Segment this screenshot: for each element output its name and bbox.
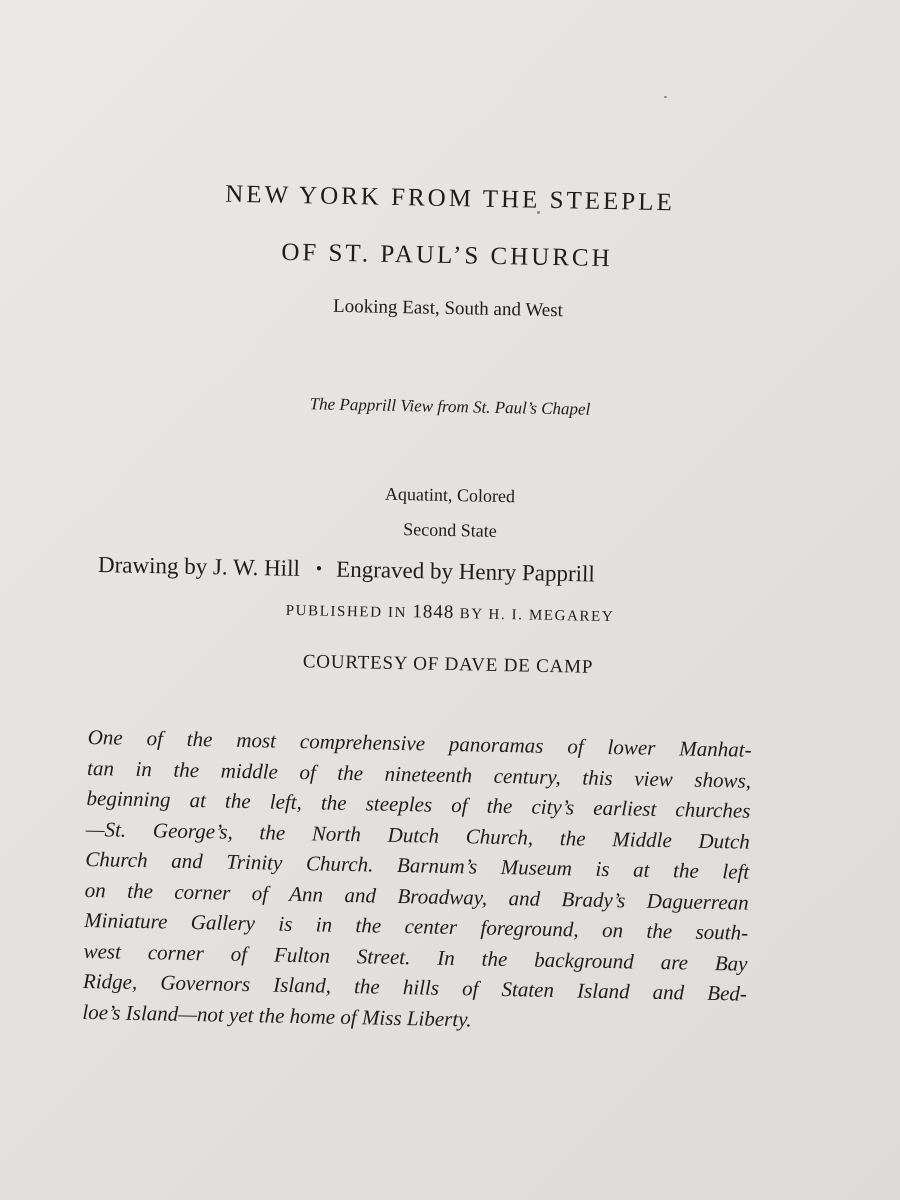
description-paragraph: [82, 722, 752, 1040]
description-line: Miniature Gallery is in the center foreground, on the south-: [83, 907, 749, 945]
description-line: Church and Trinity Church. Barnum’s Museum is at the left: [85, 846, 750, 884]
description-line: Ridge, Governors Island, the hills of Staten Island and Bed-: [82, 968, 748, 1006]
view-name: The Papprill View from St. Paul’s Chapel: [309, 394, 591, 419]
description-line: tan in the middle of the nineteenth century, this view shows,: [86, 755, 752, 793]
print-state: Second State: [403, 519, 497, 541]
drawing-credit: Drawing by J. W. Hill: [97, 552, 301, 581]
title-line-2: OF ST. PAUL’S CHURCH: [281, 238, 613, 273]
title-line-1: NEW YORK FROM THE STEEPLE: [225, 180, 676, 217]
published-year: 1848: [412, 601, 455, 624]
credits-line: [98, 552, 738, 590]
published-prefix: PUBLISHED IN: [285, 602, 408, 622]
description-line: loe’s Island—not yet the home of Miss Liberty.: [82, 999, 472, 1031]
courtesy-line: COURTESY OF DAVE DE CAMP: [302, 651, 594, 678]
description-line: beginning at the left, the steeples of the city’s earliest churches: [86, 785, 751, 823]
engraving-credit: Engraved by Henry Papprill: [335, 556, 596, 587]
subtitle: Looking East, South and West: [332, 295, 564, 322]
bullet-separator: •: [315, 558, 323, 579]
published-suffix: BY H. I. MEGAREY: [459, 606, 615, 626]
publication-line: [0, 593, 900, 632]
print-medium: Aquatint, Colored: [384, 483, 516, 507]
paper-speck: [664, 96, 667, 98]
description-line: —St. George’s, the North Dutch Church, the Middle Dutch: [85, 816, 751, 854]
description-line: west corner of Fulton Street. In the background are Bay: [83, 938, 748, 976]
description-line: on the corner of Ann and Broadway, and Brady’s Daguerrean: [84, 877, 749, 915]
description-line: One of the most comprehensive panoramas of lower Manhat-: [87, 724, 752, 762]
